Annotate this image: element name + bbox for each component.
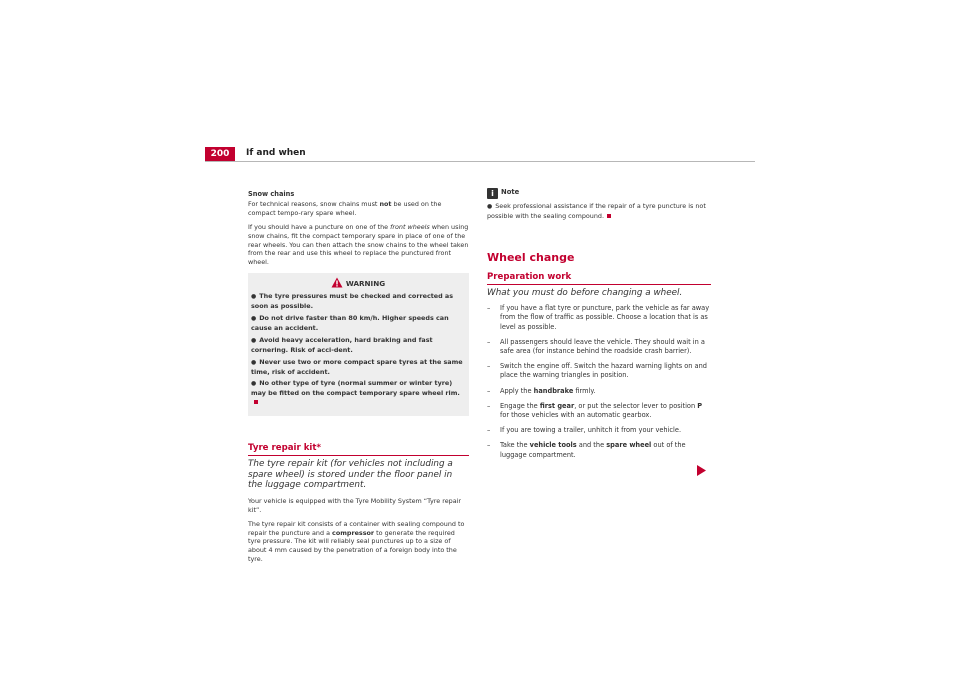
tyre-repair-kit-lead: The tyre repair kit (for vehicles not including a spare wheel) is stored under the floor panel in the luggage compartment. — [248, 459, 453, 491]
bullet-icon: ● — [251, 293, 257, 301]
step-item: – All passengers should leave the vehicle. They should wait in a safe area (for instance behind the roadside crash barrier). — [487, 337, 705, 356]
warning-header — [251, 277, 465, 289]
step-item: – Apply the handbrake firmly. — [487, 386, 596, 395]
step-item: – If you have a flat tyre or puncture, park the vehicle as far away from the flow of traffic as possible. Choose a location that is as level as possible. — [487, 304, 710, 331]
bullet-icon: ● — [251, 336, 257, 344]
warning-title: WARNING — [345, 279, 386, 289]
warning-box — [248, 273, 469, 416]
warning-item: ● Never use two or more compact spare tyres at the same time, risk of accident. — [251, 357, 463, 376]
bullet-icon: ● — [487, 203, 493, 210]
section-end-icon — [607, 214, 611, 218]
note-text: ● Seek professional assistance if the repair of a tyre puncture is not possible with the sealing compound. — [487, 202, 706, 220]
snow-chains-paragraph-1: For technical reasons, snow chains must not be used on the compact tempo-rary spare wheel. — [248, 199, 442, 217]
warning-item: ● No other type of tyre (normal summer or winter tyre) may be fitted on the compact temporary spare wheel rim. — [251, 379, 465, 407]
step-item: – Switch the engine off. Switch the hazard warning lights on and place the warning triangles in position. — [487, 362, 707, 380]
section-end-icon — [254, 400, 258, 404]
step-item: – Take the vehicle tools and the spare wheel out of the luggage compartment. — [487, 441, 686, 459]
section-rule — [487, 284, 711, 285]
bullet-icon: ● — [251, 358, 257, 366]
step-item: – If you are towing a trailer, unhitch it from your vehicle. — [487, 426, 682, 435]
page-number: 200 — [205, 147, 235, 161]
repair-kit-paragraph-2: The tyre repair kit consists of a container with sealing compound to repair the puncture and a compressor to generate the required tyre pressure. The kit will reliably seal punctures up to a size of about 4 mm caused by the penetration of a foreign body into the tyre. — [248, 519, 465, 564]
tyre-repair-kit-heading: Tyre repair kit* — [248, 443, 321, 454]
warning-item: ● The tyre pressures must be checked and corrected as soon as possible. — [251, 292, 454, 311]
header-rule — [205, 161, 755, 162]
snow-chains-heading: Snow chains — [248, 190, 295, 198]
note-icon: i — [487, 188, 498, 199]
step-item: – Engage the first gear, or put the selector lever to position P for those vehicles with an automatic gearbox. — [487, 401, 703, 420]
warning-item: ● Do not drive faster than 80 km/h. Higher speeds can cause an accident. — [251, 313, 449, 332]
wheel-change-heading: Wheel change — [487, 250, 575, 264]
running-header-title: If and when — [246, 148, 306, 158]
warning-item: ● Avoid heavy acceleration, hard braking and fast cornering. Risk of acci-dent. — [251, 335, 433, 354]
snow-chains-paragraph-2: If you should have a puncture on one of the front wheels when using snow chains, fit the compact temporary spare in place of one of the rear wheels. You can then attach the snow chains to the wheel taken from the rear and use this wheel to replace the punctured front wheel. — [248, 222, 469, 267]
note-header: i Note — [487, 188, 711, 199]
warning-triangle-icon — [331, 277, 343, 288]
bullet-icon: ● — [251, 314, 257, 322]
preparation-lead: What you must do before changing a wheel. — [487, 287, 683, 298]
section-rule — [248, 455, 469, 456]
repair-kit-paragraph-1: Your vehicle is equipped with the Tyre Mobility System “Tyre repair kit”. — [248, 496, 462, 514]
right-column — [487, 188, 711, 466]
bullet-icon: ● — [251, 380, 257, 388]
left-column — [248, 188, 469, 569]
preparation-work-heading: Preparation work — [487, 271, 572, 282]
continue-arrow-icon — [697, 465, 706, 476]
